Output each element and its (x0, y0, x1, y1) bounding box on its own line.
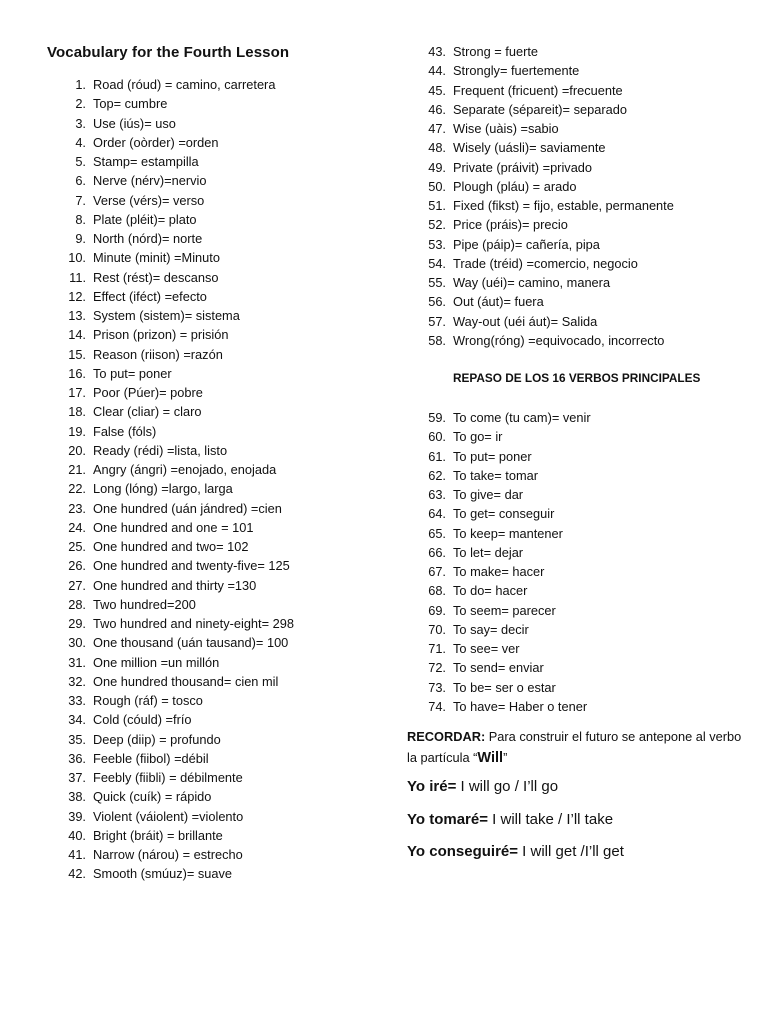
item-number: 9. (75, 231, 86, 246)
list-item (68, 672, 294, 691)
item-text: Stamp= estampilla (93, 154, 199, 169)
list-item (68, 556, 294, 575)
list-item (68, 807, 294, 826)
item-text: Way-out (uéi áut)= Salida (453, 313, 598, 329)
list-item (68, 479, 294, 498)
list-item (68, 787, 294, 806)
item-text: Frequent (fricuent) =frecuente (453, 82, 623, 98)
item-text: One hundred and one = 101 (93, 519, 254, 535)
list-item (428, 273, 674, 292)
item-number: 43. (428, 44, 446, 59)
vocabulary-list-left (68, 75, 294, 884)
item-number: 39. (68, 808, 86, 824)
item-text: To give= dar (453, 487, 524, 502)
item-number: 6. (75, 173, 86, 189)
item-number: 15. (68, 346, 86, 362)
item-number: 61. (428, 448, 446, 464)
list-item (68, 287, 294, 306)
list-item (68, 345, 294, 364)
item-text: To keep= mantener (453, 525, 563, 541)
list-item (68, 537, 294, 556)
item-number: 26. (68, 558, 86, 574)
list-item (428, 177, 674, 196)
item-number: 68. (428, 583, 446, 599)
list-item (68, 614, 294, 633)
item-number: 56. (428, 294, 446, 310)
item-number: 34. (68, 712, 86, 728)
list-item (68, 248, 294, 267)
item-text: Wrong(róng) =equivocado, incorrecto (453, 332, 665, 348)
example-spanish: Yo conseguiré= (407, 843, 519, 860)
item-text: Long (lóng) =largo, larga (93, 481, 233, 497)
list-item (428, 81, 674, 100)
item-text: Poor (Púer)= pobre (93, 385, 203, 400)
item-number: 1. (75, 77, 86, 92)
list-item (68, 441, 294, 460)
item-text: To put= poner (453, 448, 532, 464)
item-text: To send= enviar (453, 660, 544, 676)
item-text: Private (práivit) =privado (453, 159, 593, 175)
item-text: To have= Haber o tener (453, 698, 588, 714)
item-text: Price (práis)= precio (453, 217, 568, 233)
item-text: One million =un millón (93, 654, 220, 670)
item-number: 66. (428, 544, 446, 560)
item-text: Trade (tréid) =comercio, negocio (453, 255, 638, 271)
item-number: 38. (68, 789, 86, 805)
item-number: 2. (75, 96, 86, 112)
item-text: Ready (rédi) =lista, listo (93, 442, 228, 458)
item-number: 37. (68, 770, 86, 785)
list-item (428, 427, 591, 446)
item-text: One hundred and twenty-five= 125 (93, 558, 290, 574)
item-text: To put= poner (93, 365, 172, 381)
item-text: Minute (minit) =Minuto (93, 250, 220, 266)
list-item (428, 601, 591, 620)
list-item (69, 268, 294, 287)
list-item (68, 595, 294, 614)
item-number: 51. (428, 198, 446, 213)
list-item (68, 691, 294, 710)
item-text: Clear (cliar) = claro (93, 404, 202, 420)
item-text: Strongly= fuertemente (453, 63, 580, 79)
list-item (428, 61, 674, 80)
item-text: Narrow (nárou) = estrecho (93, 847, 243, 862)
list-item (428, 524, 591, 543)
example-line (407, 843, 624, 860)
item-text: One hundred and two= 102 (93, 539, 249, 554)
item-number: 32. (68, 673, 86, 689)
item-number: 63. (428, 487, 446, 502)
item-text: Road (róud) = camino, carretera (93, 77, 276, 92)
item-number: 71. (428, 641, 446, 656)
item-number: 50. (428, 178, 446, 194)
item-number: 29. (68, 616, 86, 631)
item-number: 14. (68, 327, 86, 343)
example-english: I will take / I’ll take (488, 811, 614, 828)
list-item (428, 581, 591, 600)
list-item (75, 210, 294, 229)
item-number: 54. (428, 255, 446, 271)
list-item (68, 422, 294, 441)
list-item (75, 191, 294, 210)
list-item (68, 826, 294, 845)
list-item (428, 292, 674, 311)
item-number: 5. (75, 154, 86, 169)
item-number: 46. (428, 101, 446, 117)
item-text: To go= ir (453, 429, 503, 445)
item-number: 23. (68, 500, 86, 516)
item-text: One hundred and thirty =130 (93, 577, 257, 593)
item-text: Fixed (fikst) = fijo, estable, permanente (453, 198, 674, 213)
item-text: Effect (iféct) =efecto (93, 288, 207, 304)
item-text: Pipe (páip)= cañería, pipa (453, 236, 600, 252)
list-item (68, 518, 294, 537)
item-number: 65. (428, 525, 446, 541)
list-item (428, 485, 591, 504)
item-number: 67. (428, 564, 446, 579)
item-number: 19. (68, 423, 86, 439)
item-number: 41. (68, 847, 86, 862)
item-text: Verse (vérs)= verso (93, 192, 205, 208)
item-text: Top= cumbre (93, 96, 168, 112)
vocabulary-list-right (428, 42, 674, 350)
item-text: Two hundred and ninety-eight= 298 (93, 616, 294, 631)
item-text: To get= conseguir (453, 506, 555, 522)
example-english: I will get /I’ll get (518, 843, 624, 860)
list-item (428, 42, 674, 61)
item-text: Plough (pláu) = arado (453, 178, 577, 194)
item-number: 64. (428, 506, 446, 522)
list-item (428, 312, 674, 331)
item-number: 52. (428, 217, 446, 233)
item-text: Order (oòrder) =orden (93, 134, 219, 150)
item-number: 8. (75, 211, 86, 227)
item-text: To take= tomar (453, 467, 538, 483)
list-item (68, 864, 294, 883)
will-word: Will (477, 750, 504, 766)
list-item (428, 331, 674, 350)
item-text: One thousand (uán tausand)= 100 (93, 635, 289, 651)
item-number: 62. (428, 467, 446, 483)
list-item (428, 620, 591, 639)
item-text: Use (iús)= uso (93, 115, 176, 131)
item-text: Strong = fuerte (453, 44, 539, 59)
list-item (428, 100, 674, 119)
list-item (68, 768, 294, 787)
list-item (428, 138, 674, 157)
item-number: 57. (428, 313, 446, 329)
item-number: 36. (68, 750, 86, 766)
item-number: 33. (68, 693, 86, 708)
item-text: Smooth (smúuz)= suave (93, 866, 233, 882)
item-text: Wisely (uásli)= saviamente (453, 140, 606, 156)
item-text: Quick (cuík) = rápido (93, 789, 212, 805)
item-text: False (fóls) (93, 423, 157, 439)
item-number: 31. (68, 654, 86, 670)
item-number: 42. (68, 866, 86, 882)
item-text: North (nórd)= norte (93, 231, 203, 246)
item-text: Angry (ángri) =enojado, enojada (93, 462, 277, 477)
item-number: 22. (68, 481, 86, 497)
list-item (68, 325, 294, 344)
list-item (75, 94, 294, 113)
item-text: System (sistem)= sistema (93, 308, 240, 323)
item-text: Feebly (fiibli) = débilmente (93, 770, 243, 785)
example-line (407, 778, 558, 795)
reminder-close-quote: ” (503, 750, 508, 765)
item-number: 11. (69, 269, 86, 285)
verbs-heading: REPASO DE LOS 16 VERBOS PRINCIPALES (453, 371, 701, 385)
item-number: 7. (75, 192, 86, 208)
list-item (428, 158, 674, 177)
item-text: To make= hacer (453, 564, 545, 579)
item-number: 72. (428, 660, 446, 676)
item-number: 12. (68, 288, 86, 304)
item-text: Rest (rést)= descanso (93, 269, 219, 285)
list-item (428, 639, 591, 658)
list-item (68, 749, 294, 768)
page-title: Vocabulary for the Fourth Lesson (47, 44, 290, 61)
item-number: 60. (428, 429, 446, 445)
list-item (75, 114, 294, 133)
list-item (428, 119, 674, 138)
item-text: Plate (pléit)= plato (93, 211, 197, 227)
item-text: Reason (riison) =razón (93, 346, 223, 362)
list-item (75, 229, 294, 248)
list-item (68, 499, 294, 518)
list-item (428, 254, 674, 273)
list-item (428, 215, 674, 234)
item-number: 24. (68, 519, 86, 535)
item-number: 28. (68, 596, 86, 612)
item-number: 49. (428, 159, 446, 175)
list-item (428, 543, 591, 562)
item-number: 3. (75, 115, 86, 131)
item-text: To let= dejar (453, 544, 524, 560)
item-number: 48. (428, 140, 446, 156)
list-item (68, 710, 294, 729)
example-line (407, 811, 613, 828)
list-item (68, 306, 294, 325)
item-number: 55. (428, 275, 446, 290)
list-item (428, 697, 591, 716)
list-item (75, 152, 294, 171)
list-item (75, 75, 294, 94)
list-item (75, 171, 294, 190)
item-number: 59. (428, 410, 446, 425)
item-number: 25. (68, 539, 86, 554)
list-item (428, 196, 674, 215)
item-text: Wise (uàis) =sabio (453, 121, 559, 136)
item-number: 21. (68, 462, 86, 477)
item-text: Nerve (nérv)=nervio (93, 173, 207, 189)
item-number: 4. (75, 134, 86, 150)
list-item (68, 653, 294, 672)
item-text: Way (uéi)= camino, manera (453, 275, 611, 290)
item-text: One hundred (uán jándred) =cien (93, 500, 282, 516)
item-number: 70. (428, 621, 446, 637)
list-item (68, 364, 294, 383)
reminder-note (407, 726, 747, 769)
reminder-text: Para construir el futuro se antepone al verbo la partícula “ (407, 729, 742, 765)
item-text: Rough (ráf) = tosco (93, 693, 203, 708)
item-number: 20. (68, 442, 86, 458)
item-text: Cold (cóuld) =frío (93, 712, 192, 728)
list-item (68, 460, 294, 479)
reminder-label: RECORDAR: (407, 729, 486, 744)
item-text: To do= hacer (453, 583, 528, 599)
item-text: Separate (sépareit)= separado (453, 101, 627, 117)
list-item (68, 633, 294, 652)
item-number: 13. (68, 308, 86, 323)
list-item (68, 383, 294, 402)
item-number: 17. (68, 385, 86, 400)
item-number: 27. (68, 577, 86, 593)
example-english: I will go / I’ll go (456, 778, 559, 795)
item-text: Violent (váiolent) =violento (93, 808, 244, 824)
list-item (428, 678, 591, 697)
item-text: One hundred thousand= cien mil (93, 673, 279, 689)
item-text: To seem= parecer (453, 602, 556, 618)
list-item (428, 466, 591, 485)
item-text: Prison (prizon) = prisión (93, 327, 229, 343)
item-number: 58. (428, 332, 446, 348)
item-number: 10. (68, 250, 86, 266)
list-item (68, 402, 294, 421)
list-item (428, 504, 591, 523)
item-text: To see= ver (453, 641, 520, 656)
list-item (68, 576, 294, 595)
list-item (68, 730, 294, 749)
item-number: 44. (428, 63, 446, 79)
item-number: 16. (68, 365, 86, 381)
list-item (68, 845, 294, 864)
item-text: To say= decir (453, 621, 529, 637)
item-number: 40. (68, 827, 86, 843)
item-number: 47. (428, 121, 446, 136)
example-spanish: Yo iré= (407, 778, 457, 795)
item-text: To come (tu cam)= venir (453, 410, 591, 425)
example-spanish: Yo tomaré= (407, 811, 488, 828)
item-number: 30. (68, 635, 86, 651)
item-text: To be= ser o estar (453, 679, 556, 695)
verbs-list (428, 408, 591, 716)
list-item (428, 235, 674, 254)
item-number: 18. (68, 404, 86, 420)
item-number: 53. (428, 236, 446, 252)
list-item (428, 562, 591, 581)
item-number: 69. (428, 602, 446, 618)
item-number: 74. (428, 698, 446, 714)
item-text: Bright (bráit) = brillante (93, 827, 223, 843)
item-number: 35. (68, 731, 86, 747)
item-text: Deep (diip) = profundo (93, 731, 221, 747)
list-item (428, 408, 591, 427)
item-text: Feeble (fiibol) =débil (93, 750, 209, 766)
item-number: 73. (428, 679, 446, 695)
list-item (428, 447, 591, 466)
item-text: Out (áut)= fuera (453, 294, 544, 310)
list-item (428, 658, 591, 677)
item-text: Two hundred=200 (93, 596, 196, 612)
list-item (75, 133, 294, 152)
item-number: 45. (428, 82, 446, 98)
